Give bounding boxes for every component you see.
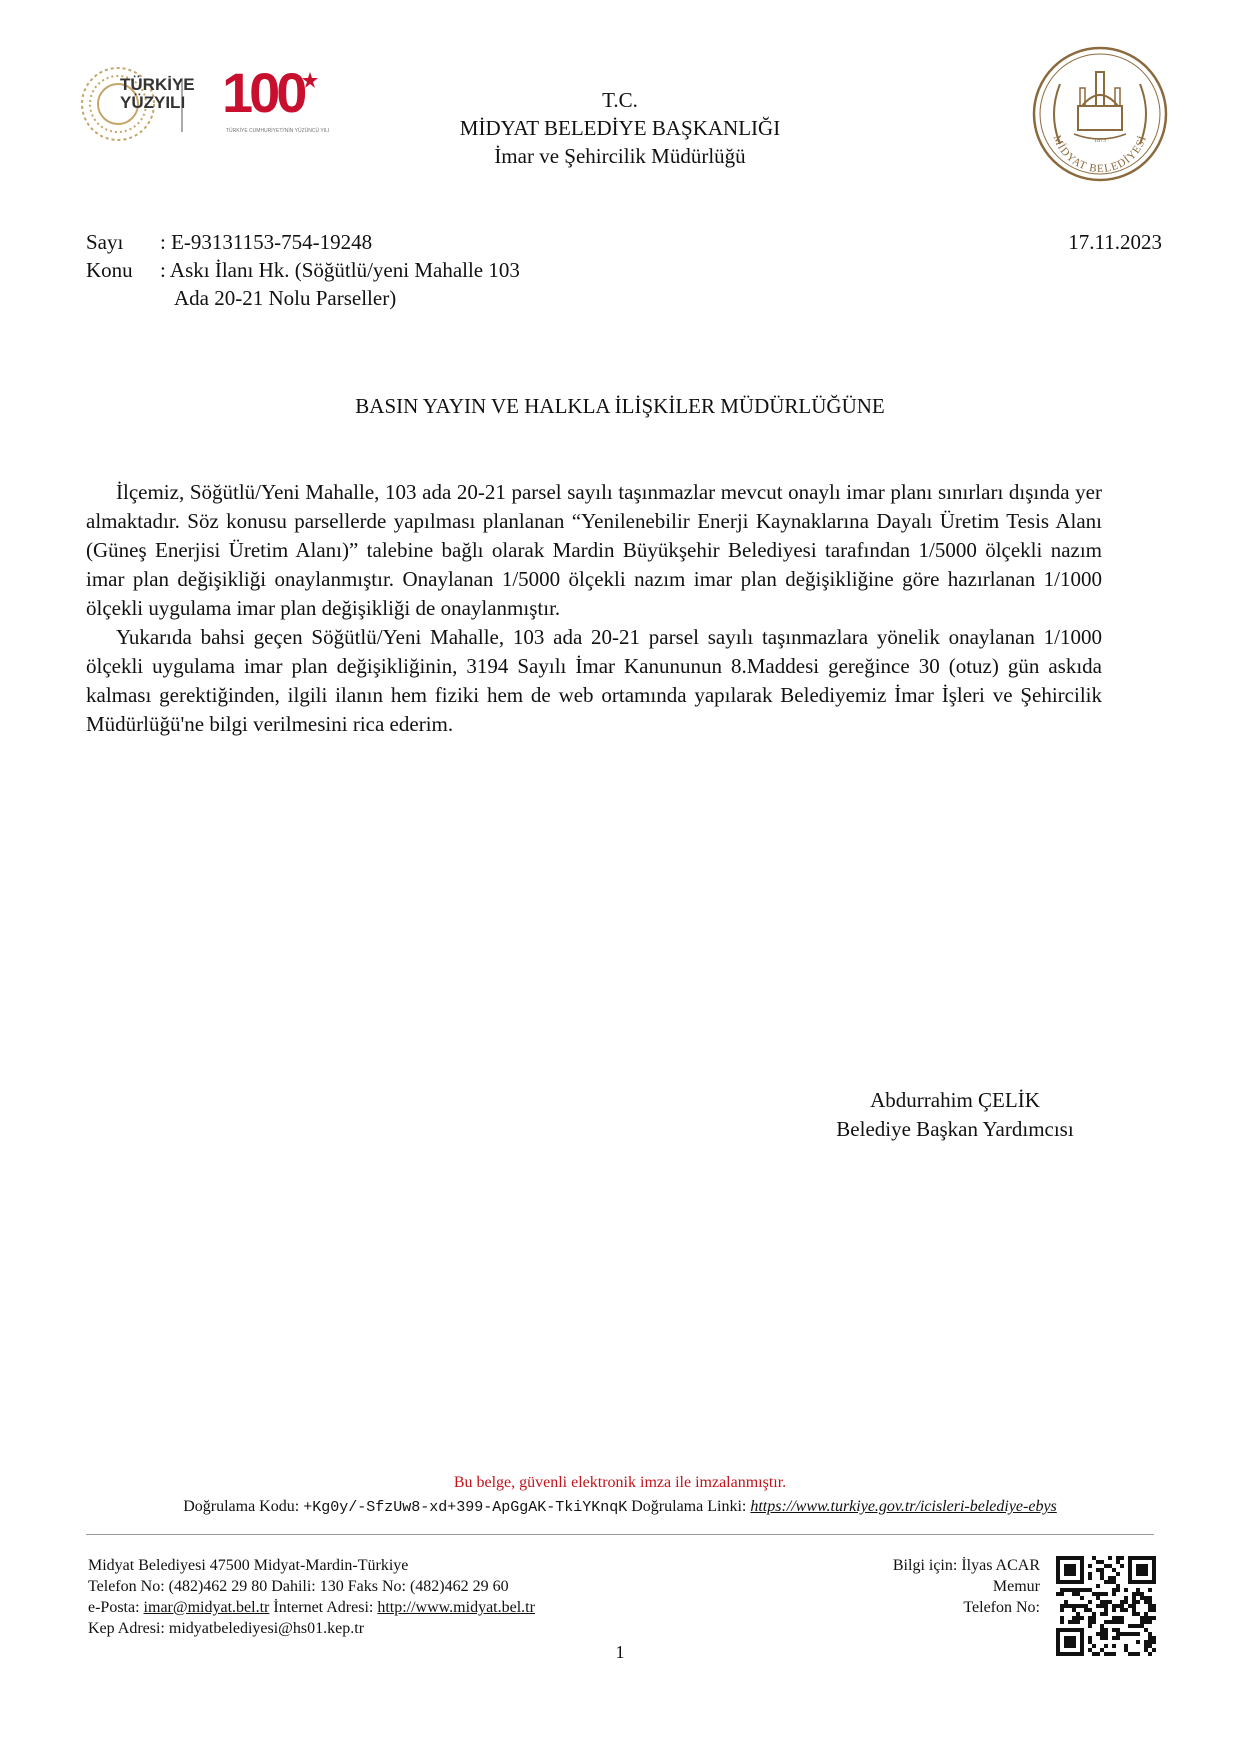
email-link[interactable]: imar@midyat.bel.tr: [143, 1599, 270, 1616]
signer-title: Belediye Başkan Yardımcısı: [836, 1117, 1074, 1141]
konu-line-1: : Askı İlanı Hk. (Söğütlü/yeni Mahalle 103: [160, 258, 520, 282]
info-phone: Telefon No:: [963, 1599, 1040, 1616]
footer-kep: Kep Adresi: midyatbelediyesi@hs01.kep.tr: [88, 1620, 365, 1637]
letter-header: [320, 86, 920, 170]
verify-code: +Kg0y/-SfzUw8-xd+399-ApGgAK-TkiYKnqK: [303, 1499, 628, 1516]
info-role: Memur: [992, 1578, 1040, 1595]
konu-value: [160, 256, 680, 312]
footer-email-web: [88, 1597, 535, 1618]
body-paragraph-1: İlçemiz, Söğütlü/Yeni Mahalle, 103 ada 20-21 parsel sayılı taşınmazlar mevcut onaylı imar planı sınırları dışında yer almaktadır. Söz konusu parsellerde yapılması planlanan “Yenilenebilir Enerji Kaynaklarına Dayalı Üretim Tesis Alanı (Güneş Enerjisi Üretim Alanı)” talebine bağlı olarak Mardin Büyükşehir Belediyesi tarafından 1/5000 ölçekli nazım imar plan değişikliği onaylanmıştır. Onaylanan 1/5000 ölçekli nazım imar plan değişikliğine göre hazırlanan 1/1000 ölçekli uygulama imar plan değişikliği de onaylanmıştır.: [86, 480, 1102, 620]
sayi-value: : E-93131153-754-19248: [160, 230, 373, 254]
qr-code-icon: [1056, 1556, 1156, 1656]
verify-link-label: Doğrulama Linki:: [631, 1498, 747, 1515]
document-date: 17.11.2023: [1068, 230, 1162, 254]
midyat-belediyesi-seal: [1030, 44, 1170, 184]
logo-number: 100: [222, 61, 304, 124]
verify-link[interactable]: https://www.turkiye.gov.tr/icisleri-belediye-ebys: [750, 1498, 1057, 1515]
page-number: 1: [615, 1642, 625, 1662]
municipality-seal-icon: [1030, 44, 1170, 184]
logo-tagline: TÜRKİYE CUMHURİYETİ'NİN YÜZÜNCÜ YILI: [226, 128, 330, 134]
footer-info: [893, 1555, 1040, 1618]
turkiye-yuzyili-logo: [78, 62, 328, 147]
footer-divider: [86, 1534, 1154, 1535]
verify-code-label: Doğrulama Kodu:: [183, 1498, 300, 1515]
konu-line-2: Ada 20-21 Nolu Parseller): [174, 286, 397, 310]
signer-name: Abdurrahim ÇELİK: [870, 1088, 1040, 1112]
info-contact: Bilgi için: İlyas ACAR: [892, 1557, 1040, 1574]
footer-contact: [88, 1555, 535, 1639]
footer-address: Midyat Belediyesi 47500 Midyat-Mardin-Türkiye: [88, 1557, 409, 1574]
addressee: BASIN YAYIN VE HALKLA İLİŞKİLER MÜDÜRLÜĞÜNE: [355, 394, 885, 418]
body-paragraph-2: Yukarıda bahsi geçen Söğütlü/Yeni Mahalle, 103 ada 20-21 parsel sayılı taşınmazlara yönelik onaylanan 1/1000 ölçekli uygulama imar plan değişikliğinin, 3194 Sayılı İmar Kanununun 8.Maddesi gereğince 30 (otuz) gün askıda kalması gerektiğinden, ilgili ilanın hem fiziki hem de web ortamında yapılarak Belediyemiz İmar İşleri ve Şehircilik Müdürlüğü'ne bilgi verilmesini rica ederim.: [86, 625, 1102, 736]
header-tc: T.C.: [602, 88, 638, 112]
qr-code: [1056, 1556, 1156, 1656]
header-institution: MİDYAT BELEDİYE BAŞKANLIĞI: [459, 116, 781, 140]
konu-label: Konu: [86, 258, 133, 282]
logo-word-1: TÜRKİYE: [120, 75, 195, 94]
web-link[interactable]: http://www.midyat.bel.tr: [377, 1599, 535, 1616]
sayi-label: Sayı: [86, 230, 124, 254]
seal-year: 1873: [1094, 138, 1106, 144]
web-label: İnternet Adresi:: [273, 1599, 374, 1616]
crescent-star-icon: [300, 70, 320, 90]
footer-phone: Telefon No: (482)462 29 80 Dahili: 130 Faks No: (482)462 29 60: [88, 1578, 509, 1595]
email-label: e-Posta:: [88, 1599, 140, 1616]
logo-word-2: YÜZYILI: [120, 93, 186, 112]
header-department: İmar ve Şehircilik Müdürlüğü: [494, 144, 746, 168]
seal-text: MİDYAT BELEDİYESİ: [1050, 133, 1150, 176]
verification-line: [86, 1498, 1154, 1516]
esignature-notice: Bu belge, güvenli elektronik imza ile imzalanmıştır.: [453, 1474, 787, 1491]
signature-block: [800, 1086, 1110, 1144]
letter-body: [86, 478, 1102, 739]
